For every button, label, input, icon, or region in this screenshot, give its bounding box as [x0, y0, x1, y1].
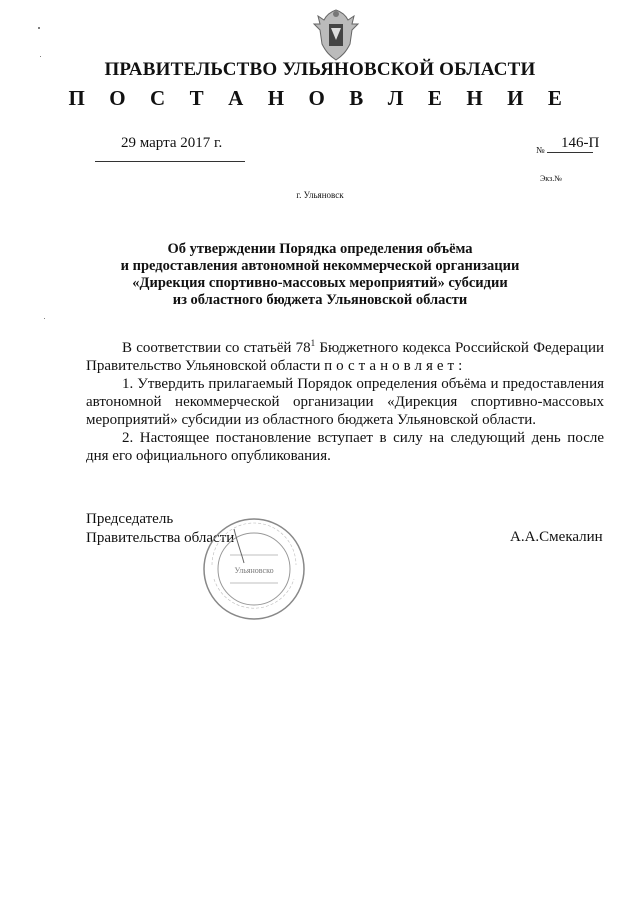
title-line: и предоставления автономной некоммерческой организации: [120, 258, 520, 274]
scan-speck: [44, 318, 45, 319]
document-title: [0, 241, 640, 309]
coat-of-arms-icon: [300, 6, 372, 64]
date-underline: [95, 161, 245, 162]
document-date: 29 марта 2017 г.: [121, 135, 223, 151]
preamble-paragraph: [86, 334, 604, 375]
preamble-text: В соответствии со статьёй 78: [122, 340, 311, 356]
number-underline: [547, 152, 593, 153]
copy-number-label: Экз.№: [540, 174, 562, 183]
document-type: П О С Т А Н О В Л Е Н И Е: [68, 86, 572, 110]
article-superscript: 1: [310, 338, 316, 348]
scan-speck: [38, 27, 40, 29]
title-line: Об утверждении Порядка определения объёма: [167, 241, 473, 257]
organization-name: ПРАВИТЕЛЬСТВО УЛЬЯНОВСКОЙ ОБЛАСТИ: [104, 59, 536, 80]
title-line: «Дирекция спортивно-массовых мероприятий» субсидии: [132, 275, 508, 291]
position-line-2: Правительства области: [86, 530, 235, 546]
item-2-paragraph: 2. Настоящее постановление вступает в силу на следующий день после дня его официального опубликования.: [86, 430, 604, 464]
document-number: 146-П: [561, 135, 600, 151]
preamble-text-cont: Бюджетного кодекса Российской Федерации Правительство Ульяновской области: [86, 340, 605, 374]
resolves-word: постановляет: [324, 358, 459, 374]
item-1-paragraph: 1. Утвердить прилагаемый Порядок определения объёма и предоставления автономной некоммерческой организации «Дирекция спортивно-массовых мероприятий» субсидии из областного бюджета Ульяновской области.: [86, 376, 604, 428]
number-sign: №: [536, 145, 545, 155]
preamble-colon: :: [458, 358, 463, 374]
signatory-name: А.А.Смекалин: [510, 529, 603, 545]
position-line-1: Председатель: [86, 511, 174, 527]
official-stamp: [200, 515, 308, 623]
svg-text:Ульяновско: Ульяновско: [234, 566, 274, 575]
city: г. Ульяновск: [296, 190, 344, 200]
scan-speck: [40, 56, 41, 57]
document-body: [86, 334, 604, 465]
title-line: из областного бюджета Ульяновской области: [172, 292, 468, 308]
